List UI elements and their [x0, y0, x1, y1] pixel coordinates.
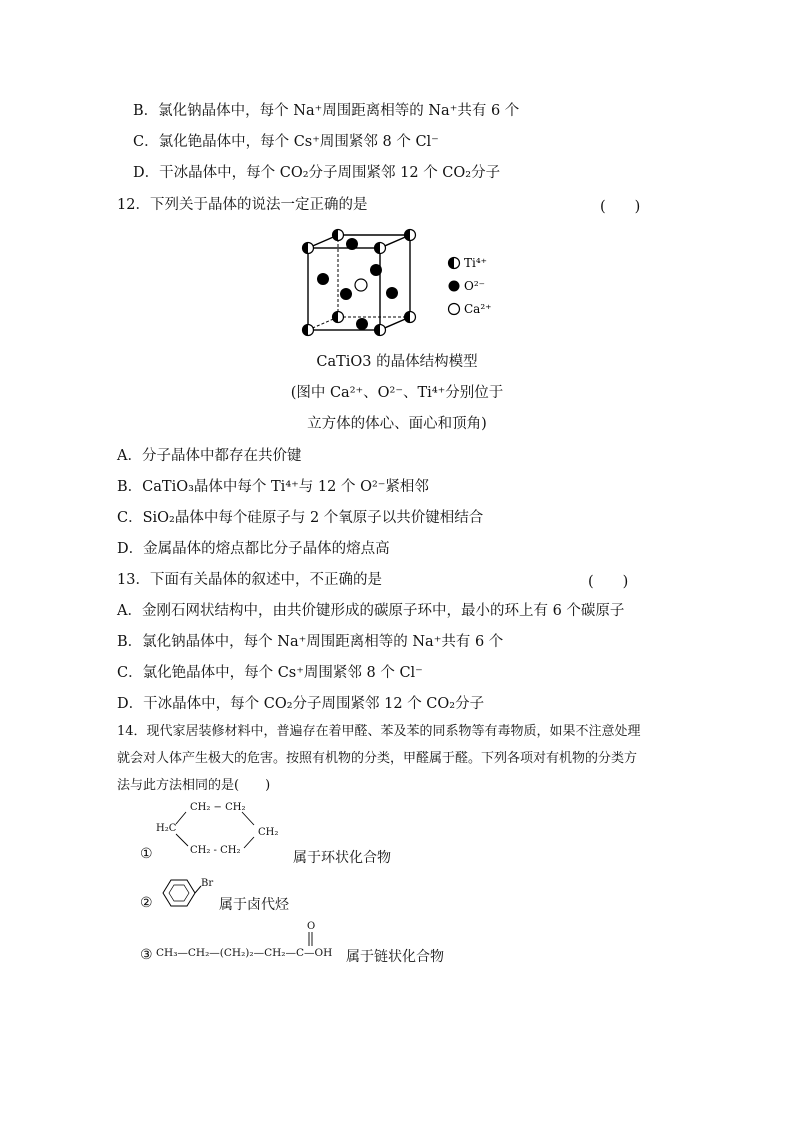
legend-symbols	[449, 258, 460, 315]
legend-ca: Ca²⁺	[464, 302, 492, 316]
catio3-crystal-figure	[290, 222, 510, 348]
q13-answer-blank: ( )	[588, 574, 629, 590]
q12-option-b: B．CaTiO₃晶体中每个 Ti⁴⁺与 12 个 O²⁻紧相邻	[117, 479, 429, 495]
q14-item2-label: 属于卤代烃	[219, 897, 289, 913]
q13-stem: 13．下面有关晶体的叙述中，不正确的是	[117, 572, 382, 588]
legend-o: O²⁻	[464, 279, 485, 293]
q14-stem-line1: 14．现代家居装修材料中，普遍存在着甲醛、苯及苯的同系物等有毒物质，如果不注意处理	[117, 724, 641, 739]
q14-item2-number: ②	[140, 895, 153, 911]
q13-option-d: D．干冰晶体中，每个 CO₂分子周围紧邻 12 个 CO₂分子	[117, 696, 485, 712]
legend-ti: Ti⁴⁺	[464, 256, 487, 270]
figure-caption-line3: 立方体的体心、面心和顶角)	[307, 416, 487, 432]
q12-option-a: A．分子晶体中都存在共价键	[117, 448, 302, 464]
figure-caption-line2: (图中 Ca²⁺、O²⁻、Ti⁴⁺分别位于	[290, 385, 504, 401]
q12-stem: 12．下列关于晶体的说法一定正确的是	[117, 197, 368, 213]
q13-option-a: A．金刚石网状结构中，由共价键形成的碳原子环中，最小的环上有 6 个碳原子	[117, 603, 625, 619]
q12-option-d: D．金属晶体的熔点都比分子晶体的熔点高	[117, 541, 390, 557]
q12-option-c: C．SiO₂晶体中每个硅原子与 2 个氧原子以共价键相结合	[117, 510, 484, 526]
q14-item1-label: 属于环状化合物	[293, 850, 391, 866]
q14-item3-number: ③	[140, 947, 153, 963]
carbonyl-double-bond	[306, 932, 316, 948]
chain-formula: CH₃—CH₂—(CH₂)₂—CH₂—C—OH	[156, 947, 333, 959]
calcium-ion	[355, 279, 367, 291]
q11-option-d: D．干冰晶体中，每个 CO₂分子周围紧邻 12 个 CO₂分子	[133, 165, 501, 181]
q14-stem-line2: 就会对人体产生极大的危害。按照有机物的分类，甲醛属于醛。下列各项对有机物的分类方	[117, 751, 638, 766]
carbonyl-oxygen: O	[307, 921, 316, 932]
q14-item1-number: ①	[140, 846, 153, 862]
ring-left-text: H₂C	[156, 823, 177, 834]
figure-caption-title: CaTiO3 的晶体结构模型	[316, 354, 478, 370]
ring-bottom-text: CH₂ - CH₂	[190, 845, 241, 856]
ring-top-text: CH₂ − CH₂	[190, 802, 246, 813]
q14-item3-label: 属于链状化合物	[346, 949, 444, 965]
q13-option-b: B．氯化钠晶体中，每个 Na⁺周围距离相等的 Na⁺共有 6 个	[117, 634, 504, 650]
ring-bonds	[170, 808, 270, 858]
q11-option-b: B．氯化钠晶体中，每个 Na⁺周围距离相等的 Na⁺共有 6 个	[133, 103, 520, 119]
q14-stem-line3: 法与此方法相同的是( )	[117, 778, 271, 793]
q13-option-c: C．氯化铯晶体中，每个 Cs⁺周围紧邻 8 个 Cl⁻	[117, 665, 423, 681]
q11-option-c: C．氯化铯晶体中，每个 Cs⁺周围紧邻 8 个 Cl⁻	[133, 134, 439, 150]
ring-right-text: CH₂	[258, 827, 279, 838]
bromine-label: Br	[201, 878, 214, 889]
q12-answer-blank: ( )	[600, 199, 641, 215]
